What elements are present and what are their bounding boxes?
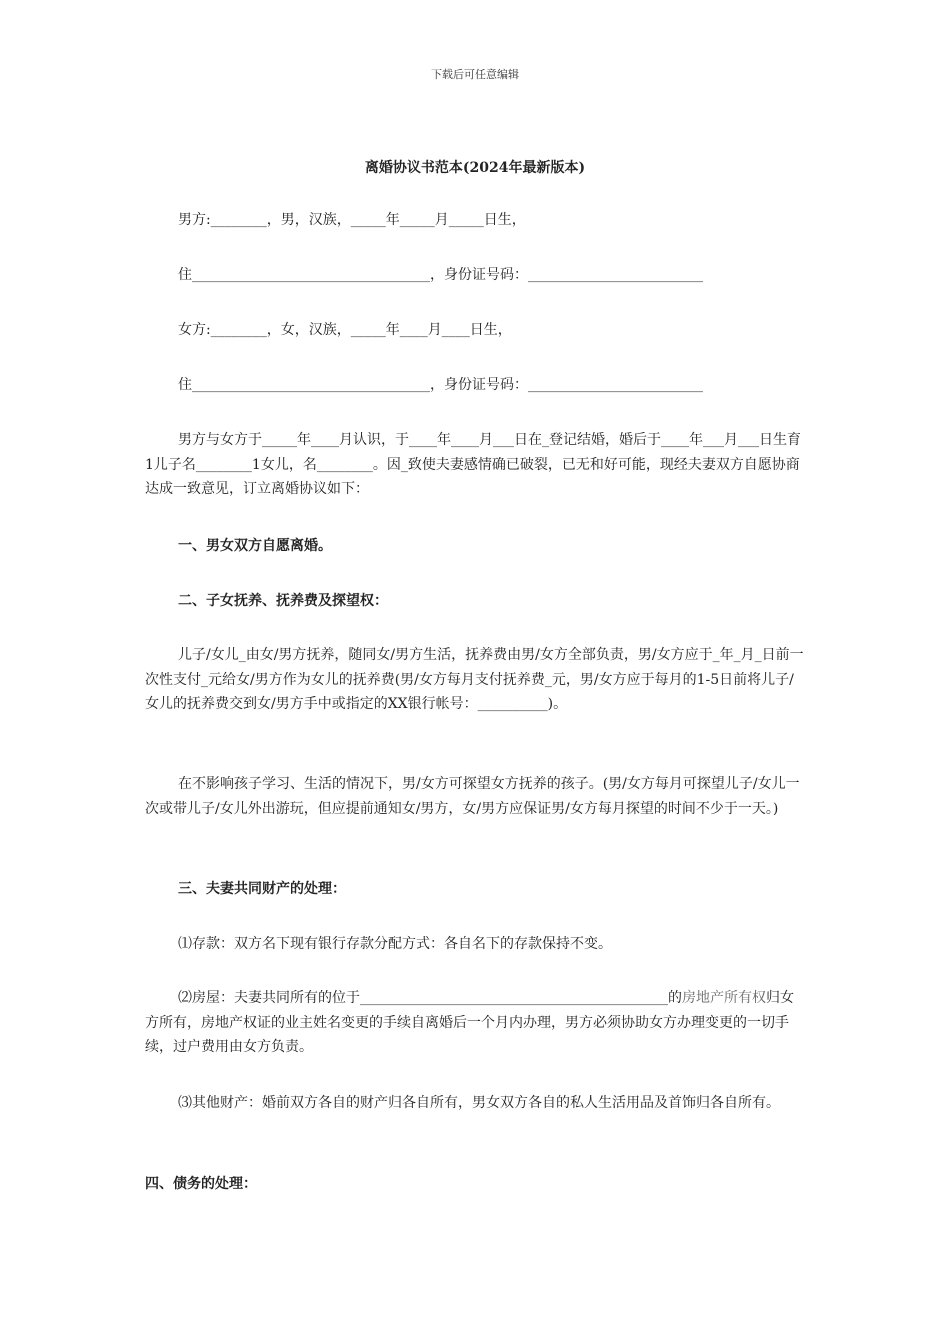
female-info-line: 女方:________，女，汉族，_____年____月____日生， — [178, 322, 512, 338]
male-address-line: 住__________________________________，身份证号码：_________________________ — [178, 267, 703, 283]
property-other-paragraph: ⑶其他财产：婚前双方各自的财产归各自所有，男女双方各自的私人生活用品及首饰归各自所有。 — [178, 1095, 780, 1111]
section-heading-2: 二、子女抚养、抚养费及探望权： — [178, 593, 388, 609]
property-house-text-c: 归女方所有，房地产权证的业主姓名变更的手续自离婚后一个月内办理，男方必须协助女方办理变更的一切手续，过户费用由女方负责。 — [145, 990, 794, 1055]
section-heading-4: 四、债务的处理： — [145, 1176, 257, 1192]
intro-paragraph: 男方与女方于_____年____月认识，于____年____月___日在_登记结婚，婚后于____年___月___日生育1儿子名________1女儿，名________。因_致使夫妻感情确已破裂，已无和好可能，现经夫妻双方自愿协商达成一致意见，订立离婚协议如下： — [145, 432, 801, 497]
section-heading-1: 一、男女双方自愿离婚。 — [178, 538, 332, 554]
page-header-note: 下载后可任意编辑 — [431, 68, 519, 81]
document-title: 离婚协议书范本(2024年最新版本) — [364, 160, 586, 176]
custody-paragraph: 儿子/女儿_由女/男方抚养，随同女/男方生活，抚养费由男/女方全部负责，男/女方应于_年_月_日前一次性支付_元给女/男方作为女儿的抚养费(男/女方每月支付抚养费_元，男/女方应于每月的1-5日前将儿子/女儿的抚养费交到女/男方手中或指定的XX银行帐号：__________)。 — [145, 647, 804, 712]
section-heading-3: 三、夫妻共同财产的处理： — [178, 881, 346, 897]
property-house-text-a: ⑵房屋：夫妻共同所有的位于____________________________________________的 — [178, 990, 682, 1006]
female-address-line: 住__________________________________，身份证号码：_________________________ — [178, 377, 703, 393]
property-deposit-paragraph: ⑴存款：双方名下现有银行存款分配方式：各自名下的存款保持不变。 — [178, 936, 612, 952]
property-house-text-b: 房地产所有权 — [682, 990, 766, 1006]
male-info-line: 男方:________，男，汉族，_____年_____月_____日生， — [178, 212, 526, 228]
visitation-paragraph: 在不影响孩子学习、生活的情况下，男/女方可探望女方抚养的孩子。(男/女方每月可探望儿子/女儿一次或带儿子/女儿外出游玩，但应提前通知女/男方，女/男方应保证男/女方每月探望的时间不少于一天。) — [145, 776, 800, 817]
property-house-paragraph — [145, 986, 807, 1060]
